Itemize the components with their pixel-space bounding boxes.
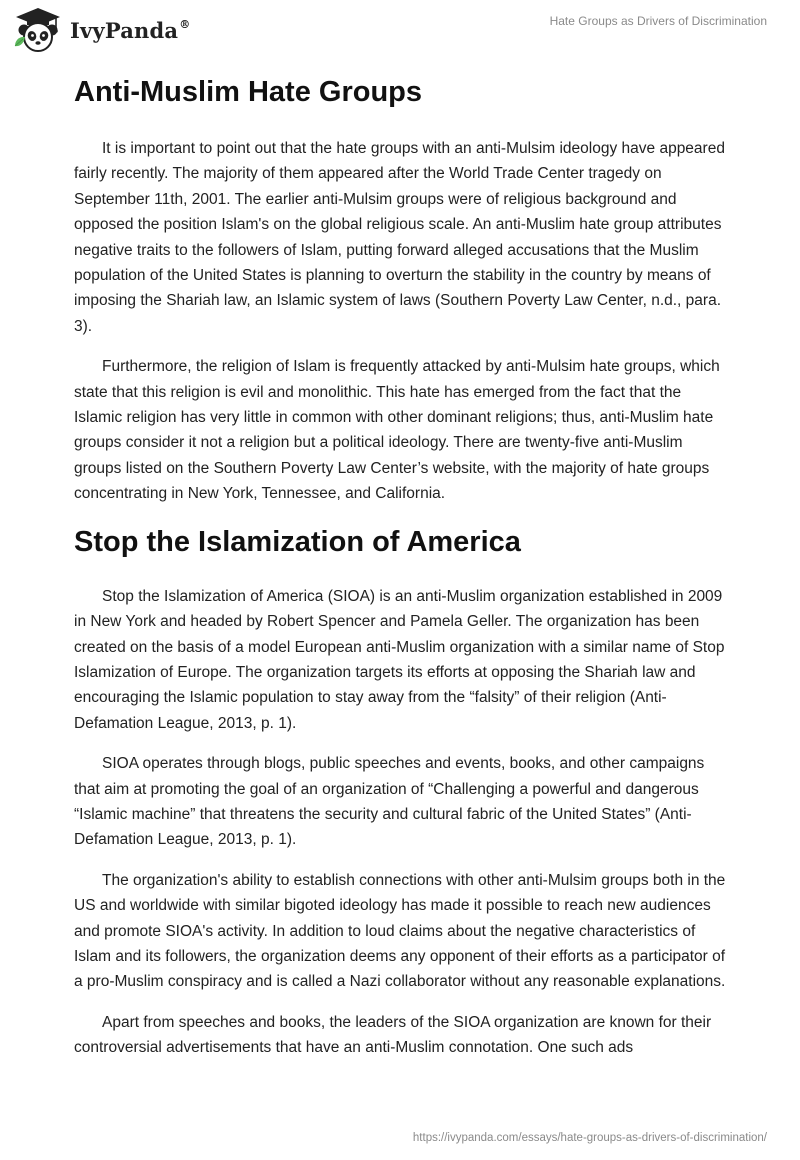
registered-mark: ® bbox=[179, 17, 191, 31]
brand-name: IvyPanda® bbox=[70, 17, 191, 43]
source-url-link[interactable]: https://ivypanda.com/essays/hate-groups-as-drivers-of-discrimination/ bbox=[412, 1132, 767, 1144]
section-heading-stop-islamization: Stop the Islamization of America bbox=[74, 525, 521, 558]
ivypanda-logo[interactable] bbox=[12, 6, 190, 54]
paragraph: It is important to point out that the hate groups with an anti-Mulsim ideology have appeared fairly recently. The majority of them appeared after the World Trade Center tragedy on September 11th, 2001. The earlier anti-Mulsim groups were of religious background and opposed the position Islam's on the global religious scale. An anti-Muslim hate group attributes negative traits to the followers of Islam, putting forward alleged accusations that the Muslim population of the United States is planning to overturn the stability in the country by means of imposing the Shariah law, an Islamic system of laws (Southern Poverty Law Center, n.d., para. 3). bbox=[74, 140, 725, 335]
paragraph: Furthermore, the religion of Islam is frequently attacked by anti-Mulsim hate groups, which state that this religion is evil and monolithic. This hate has emerged from the fact that the Islamic religion has very little in common with other dominant religions; thus, anti-Muslim hate groups consider it not a religion but a political ideology. There are twenty-five anti-Muslim groups listed on the Southern Poverty Law Center’s website, with the majority of hate groups concentrating in New York, Tennessee, and California. bbox=[74, 358, 720, 503]
section-heading-anti-muslim-hate-groups: Anti-Muslim Hate Groups bbox=[74, 76, 423, 108]
paragraph: The organization's ability to establish connections with other anti-Mulsim groups both in the US and worldwide with similar bigoted ideology has made it possible to reach new audiences and promote SIOA's activity. In addition to loud claims about the negative characteristics of Islam and its followers, the organization deems any opponent of their efforts as a participator of a pro-Muslim conspiracy and is called a Nazi collaborator without any reasonable explanations. bbox=[74, 871, 726, 991]
paragraph: SIOA operates through blogs, public speeches and events, books, and other campaigns that aim at promoting the goal of an organization of “Challenging a powerful and dangerous “Islamic machine” that threatens the security and cultural fabric of the United States” (Anti-Defamation League, 2013, p. 1). bbox=[74, 755, 705, 849]
document-title: Hate Groups as Drivers of Discrimination bbox=[549, 14, 767, 28]
paragraph: Apart from speeches and books, the leaders of the SIOA organization are known for their controversial advertisements that have an anti-Muslim connotation. One such ads bbox=[74, 1013, 712, 1057]
essay-content bbox=[74, 72, 726, 1076]
panda-graduate-icon bbox=[12, 6, 64, 54]
page-header bbox=[0, 0, 800, 64]
paragraph: Stop the Islamization of America (SIOA) is an anti-Muslim organization established in 2009 in New York and headed by Robert Spencer and Pamela Geller. The organization has been created on the basis of a model European anti-Muslim organization with a similar name of Stop Islamization of Europe. The organization targets its efforts at opposing the Shariah law and encouraging the Islamic population to stay away from the “falsity” of their religion (Anti-Defamation League, 2013, p. 1). bbox=[74, 587, 725, 732]
